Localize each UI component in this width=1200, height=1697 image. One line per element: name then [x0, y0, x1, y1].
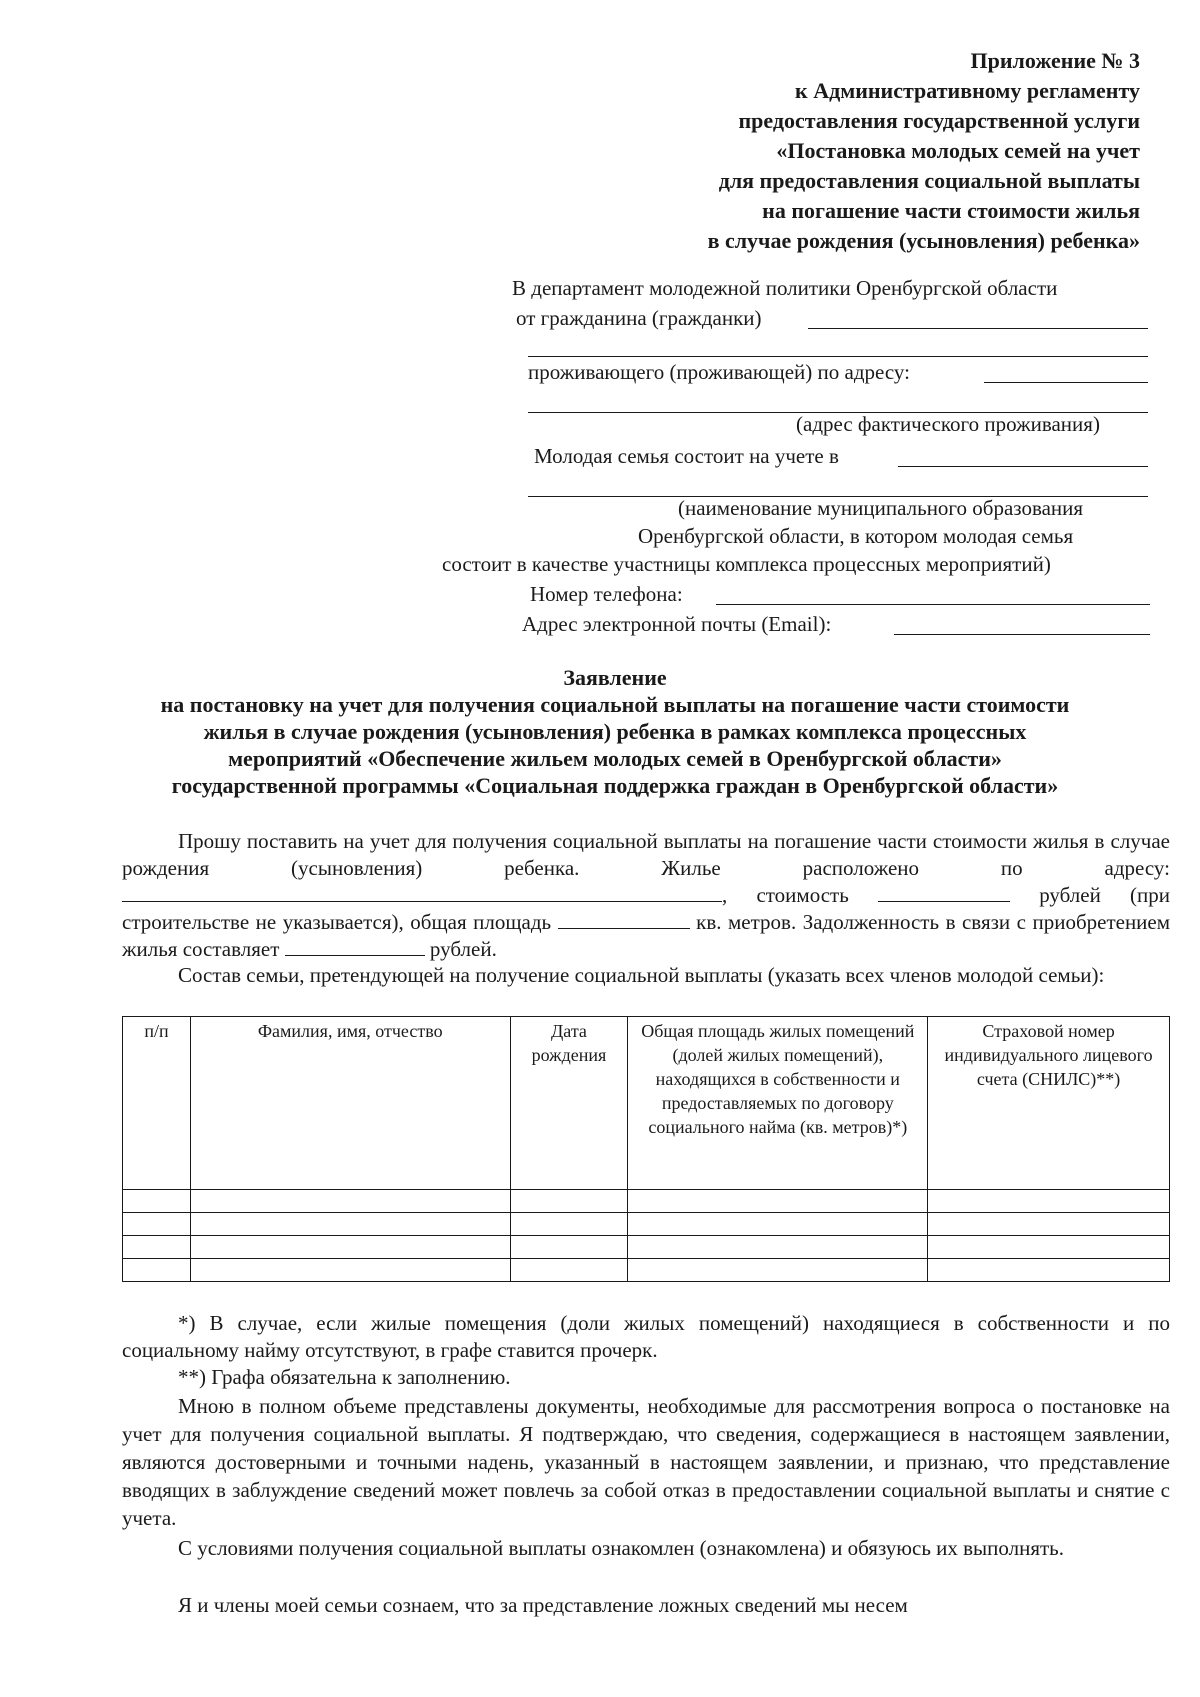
table-cell[interactable] [628, 1190, 928, 1213]
request-paragraph [122, 828, 1170, 963]
appendix-line: предоставления государственной услуги [738, 108, 1140, 133]
table-cell[interactable] [190, 1213, 510, 1236]
municipality-note: (наименование муниципального образования [678, 496, 1084, 520]
addressee-department: В департамент молодежной политики Оренбургской области [512, 276, 1058, 300]
column-header-living-area: Общая площадь жилых помещений (долей жилых помещений), находящихся в собственности и предоставляемых по договору социального найма (кв. метров)*) [628, 1017, 928, 1190]
declaration-paragraph-3 [122, 1592, 1170, 1619]
table-row [123, 1236, 1170, 1259]
appendix-line: для предоставления социальной выплаты [718, 168, 1140, 193]
declaration-1-text: Мною в полном объеме представлены документы, необходимые для рассмотрения вопроса о постановке на учет для получения социальной выплаты. Я подтверждаю, что сведения, содержащиеся в настоящем заявлении, являются достоверными и точными надень, указанный в настоящем заявлении, и признаю, что представление вводящих в заблуждение сведений может повлечь за собой отказ в предоставлении социальной выплаты и снятие с учета. [122, 1394, 1170, 1530]
table-row [123, 1259, 1170, 1282]
column-header-full-name: Фамилия, имя, отчество [190, 1017, 510, 1190]
rubles-note: рублей (при строительстве не указывается), общая площадь [122, 883, 1171, 934]
footnote-2 [122, 1364, 1170, 1391]
table-cell[interactable] [510, 1213, 628, 1236]
column-header-birth-date: Дата рождения [510, 1017, 628, 1190]
residing-label: проживающего (проживающей) по адресу: [528, 360, 910, 384]
table-cell[interactable] [123, 1213, 191, 1236]
title-line: жилья в случае рождения (усыновления) ребенка в рамках комплекса процессных [203, 719, 1027, 744]
appendix-line: к Административному регламенту [795, 78, 1140, 103]
property-address-field[interactable] [122, 883, 722, 902]
municipality-field[interactable] [898, 466, 1148, 467]
table-cell[interactable] [928, 1213, 1170, 1236]
table-cell[interactable] [928, 1236, 1170, 1259]
debt-field[interactable] [285, 937, 425, 956]
appendix-line: Приложение № 3 [970, 48, 1140, 73]
title-line: мероприятий «Обеспечение жильем молодых семей в Оренбургской области» [228, 746, 1002, 771]
declaration-3-text: Я и члены моей семьи сознаем, что за представление ложных сведений мы несем [178, 1593, 908, 1617]
phone-field[interactable] [716, 604, 1150, 605]
family-intro [122, 962, 1170, 989]
address-note: (адрес фактического проживания) [796, 412, 1100, 436]
request-text: Прошу поставить на учет для получения социальной выплаты на погашение части стоимости жилья в случае рождения (усыновления) ребенка. Жилье расположено по адресу: [122, 829, 1170, 880]
appendix-line: «Постановка молодых семей на учет [776, 138, 1140, 163]
family-members-table [122, 1016, 1170, 1282]
address-field[interactable] [984, 382, 1148, 383]
municipality-note: Оренбургской области, в котором молодая семья [638, 524, 1074, 548]
appendix-line: в случае рождения (усыновления) ребенка» [707, 228, 1140, 253]
table-cell[interactable] [123, 1236, 191, 1259]
title-line: государственной программы «Социальная поддержка граждан в Оренбургской области» [171, 773, 1059, 798]
area-unit: кв. метров. Задолженность в связи с приобретением жилья составляет [122, 910, 1171, 961]
phone-label: Номер телефона: [530, 582, 683, 606]
column-header-snils: Страховой номер индивидуального лицевого счета (СНИЛС)**) [928, 1017, 1170, 1190]
table-cell[interactable] [928, 1259, 1170, 1282]
from-label: от гражданина (гражданки) [516, 306, 762, 330]
table-cell[interactable] [190, 1190, 510, 1213]
table-cell[interactable] [628, 1236, 928, 1259]
application-title [60, 664, 1170, 799]
column-header-number: п/п [123, 1017, 191, 1190]
footnote-1 [122, 1310, 1170, 1364]
declaration-2-text: С условиями получения социальной выплаты ознакомлен (ознакомлена) и обязуюсь их выполнять. [178, 1536, 1064, 1560]
from-name-field[interactable] [808, 328, 1148, 329]
declaration-paragraph-2 [122, 1534, 1170, 1562]
from-name-field-continued[interactable] [528, 356, 1148, 357]
email-field[interactable] [894, 634, 1150, 635]
table-header-row [123, 1017, 1170, 1190]
municipality-note: состоит в качестве участницы комплекса процессных мероприятий) [442, 552, 1051, 576]
cost-field[interactable] [878, 883, 1010, 902]
footnote-1-text: *) В случае, если жилые помещения (доли жилых помещений) находящиеся в собственности и по социальному найму отсутствуют, в графе ставится прочерк. [122, 1311, 1170, 1362]
table-cell[interactable] [190, 1236, 510, 1259]
appendix-line: на погашение части стоимости жилья [762, 198, 1140, 223]
footnote-2-text: **) Графа обязательна к заполнению. [178, 1365, 511, 1389]
appendix-header [520, 46, 1140, 256]
table-row [123, 1213, 1170, 1236]
registered-label: Молодая семья состоит на учете в [534, 444, 839, 468]
table-cell[interactable] [928, 1190, 1170, 1213]
cost-label: , стоимость [722, 883, 849, 907]
table-cell[interactable] [510, 1190, 628, 1213]
area-field[interactable] [558, 910, 690, 929]
table-cell[interactable] [190, 1259, 510, 1282]
title-line: на постановку на учет для получения социальной выплаты на погашение части стоимости [160, 692, 1070, 717]
table-cell[interactable] [123, 1190, 191, 1213]
declaration-paragraph-1 [122, 1392, 1170, 1532]
table-cell[interactable] [510, 1259, 628, 1282]
table-cell[interactable] [628, 1259, 928, 1282]
table-row [123, 1190, 1170, 1213]
title-heading: Заявление [563, 665, 667, 690]
rubles-label: рублей. [429, 937, 497, 961]
table-cell[interactable] [510, 1236, 628, 1259]
email-label: Адрес электронной почты (Email): [522, 612, 832, 636]
table-cell[interactable] [628, 1213, 928, 1236]
table-cell[interactable] [123, 1259, 191, 1282]
family-intro-text: Состав семьи, претендующей на получение социальной выплаты (указать всех членов молодой семьи): [178, 963, 1105, 987]
